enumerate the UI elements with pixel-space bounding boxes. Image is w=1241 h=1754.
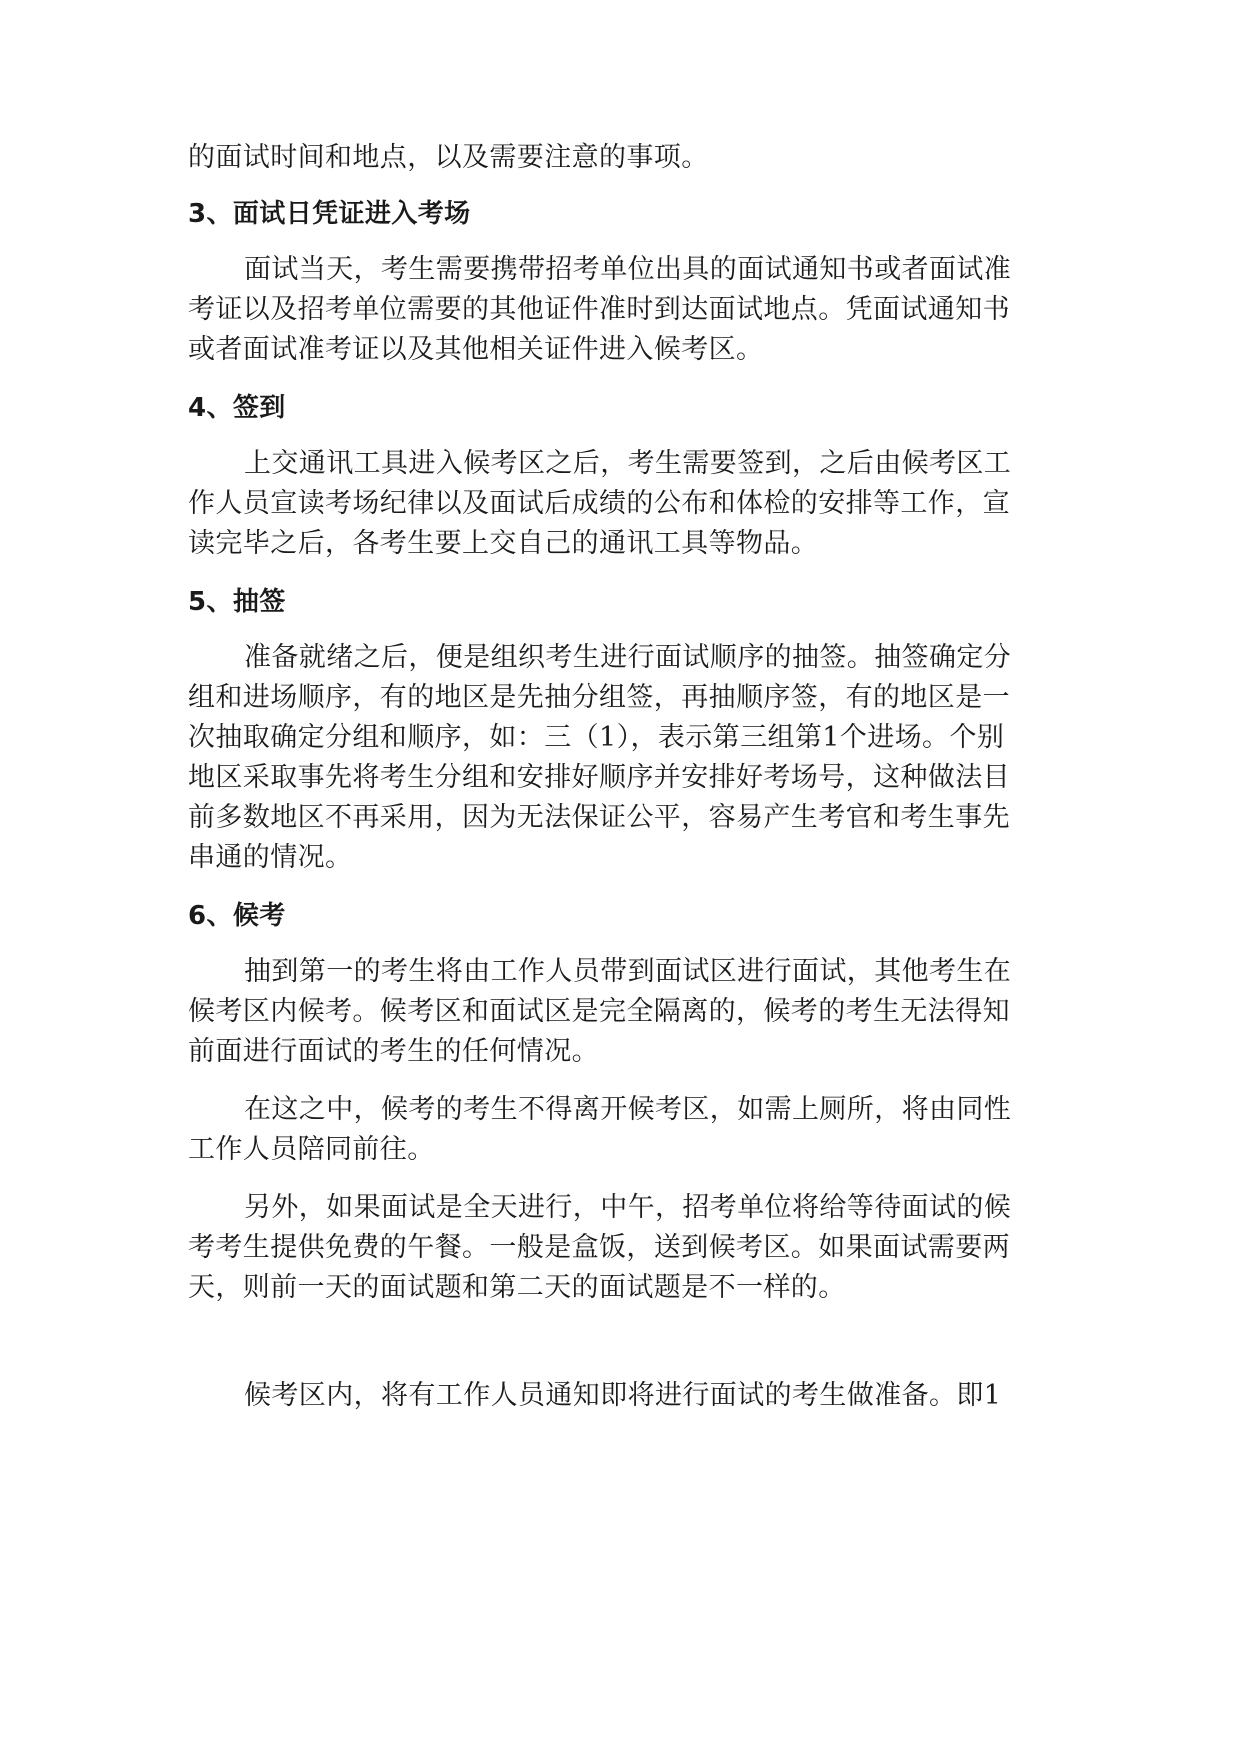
- section-heading: 3、面试日凭证进入考场: [188, 199, 471, 229]
- paragraph-line: 串通的情况。: [188, 842, 353, 873]
- paragraph-line: 读完毕之后，各考生要上交自己的通讯工具等物品。: [188, 528, 819, 559]
- paragraph-line: 候考区内候考。候考区和面试区是完全隔离的，候考的考生无法得知: [188, 996, 1010, 1027]
- paragraph-line: 考考生提供免费的午餐。一般是盒饭，送到候考区。如果面试需要两: [188, 1232, 1010, 1263]
- paragraph-line: 候考区内，将有工作人员通知即将进行面试的考生做准备。即1: [244, 1380, 1002, 1411]
- paragraph-line: 抽到第一的考生将由工作人员带到面试区进行面试，其他考生在: [244, 956, 1012, 987]
- paragraph-line: 另外，如果面试是全天进行，中午，招考单位将给等待面试的候: [244, 1192, 1012, 1223]
- paragraph-line: 上交通讯工具进入候考区之后，考生需要签到，之后由候考区工: [244, 448, 1012, 479]
- paragraph-line: 前多数地区不再采用，因为无法保证公平，容易产生考官和考生事先: [188, 802, 1010, 833]
- paragraph-line: 天，则前一天的面试题和第二天的面试题是不一样的。: [188, 1272, 846, 1303]
- paragraph-line: 的面试时间和地点，以及需要注意的事项。: [188, 142, 709, 173]
- paragraph-line: 或者面试准考证以及其他相关证件进入候考区。: [188, 334, 764, 365]
- section-heading: 6、候考: [188, 901, 286, 931]
- paragraph-line: 工作人员陪同前往。: [188, 1134, 435, 1165]
- paragraph-line: 前面进行面试的考生的任何情况。: [188, 1036, 599, 1067]
- section-heading: 5、抽签: [188, 587, 286, 617]
- paragraph-line: 地区采取事先将考生分组和安排好顺序并安排好考场号，这种做法目: [188, 762, 1010, 793]
- paragraph-line: 在这之中，候考的考生不得离开候考区，如需上厕所，将由同性: [244, 1094, 1012, 1125]
- paragraph-line: 作人员宣读考场纪律以及面试后成绩的公布和体检的安排等工作，宣: [188, 488, 1010, 519]
- paragraph-line: 准备就绪之后，便是组织考生进行面试顺序的抽签。抽签确定分: [244, 642, 1012, 673]
- paragraph-line: 组和进场顺序，有的地区是先抽分组签，再抽顺序签，有的地区是一: [188, 682, 1010, 713]
- section-heading: 4、签到: [188, 393, 286, 423]
- paragraph-line: 考证以及招考单位需要的其他证件准时到达面试地点。凭面试通知书: [188, 294, 1010, 325]
- paragraph-line: 面试当天，考生需要携带招考单位出具的面试通知书或者面试准: [244, 254, 1012, 285]
- paragraph-line: 次抽取确定分组和顺序，如：三（1），表示第三组第1个进场。个别: [188, 722, 1005, 753]
